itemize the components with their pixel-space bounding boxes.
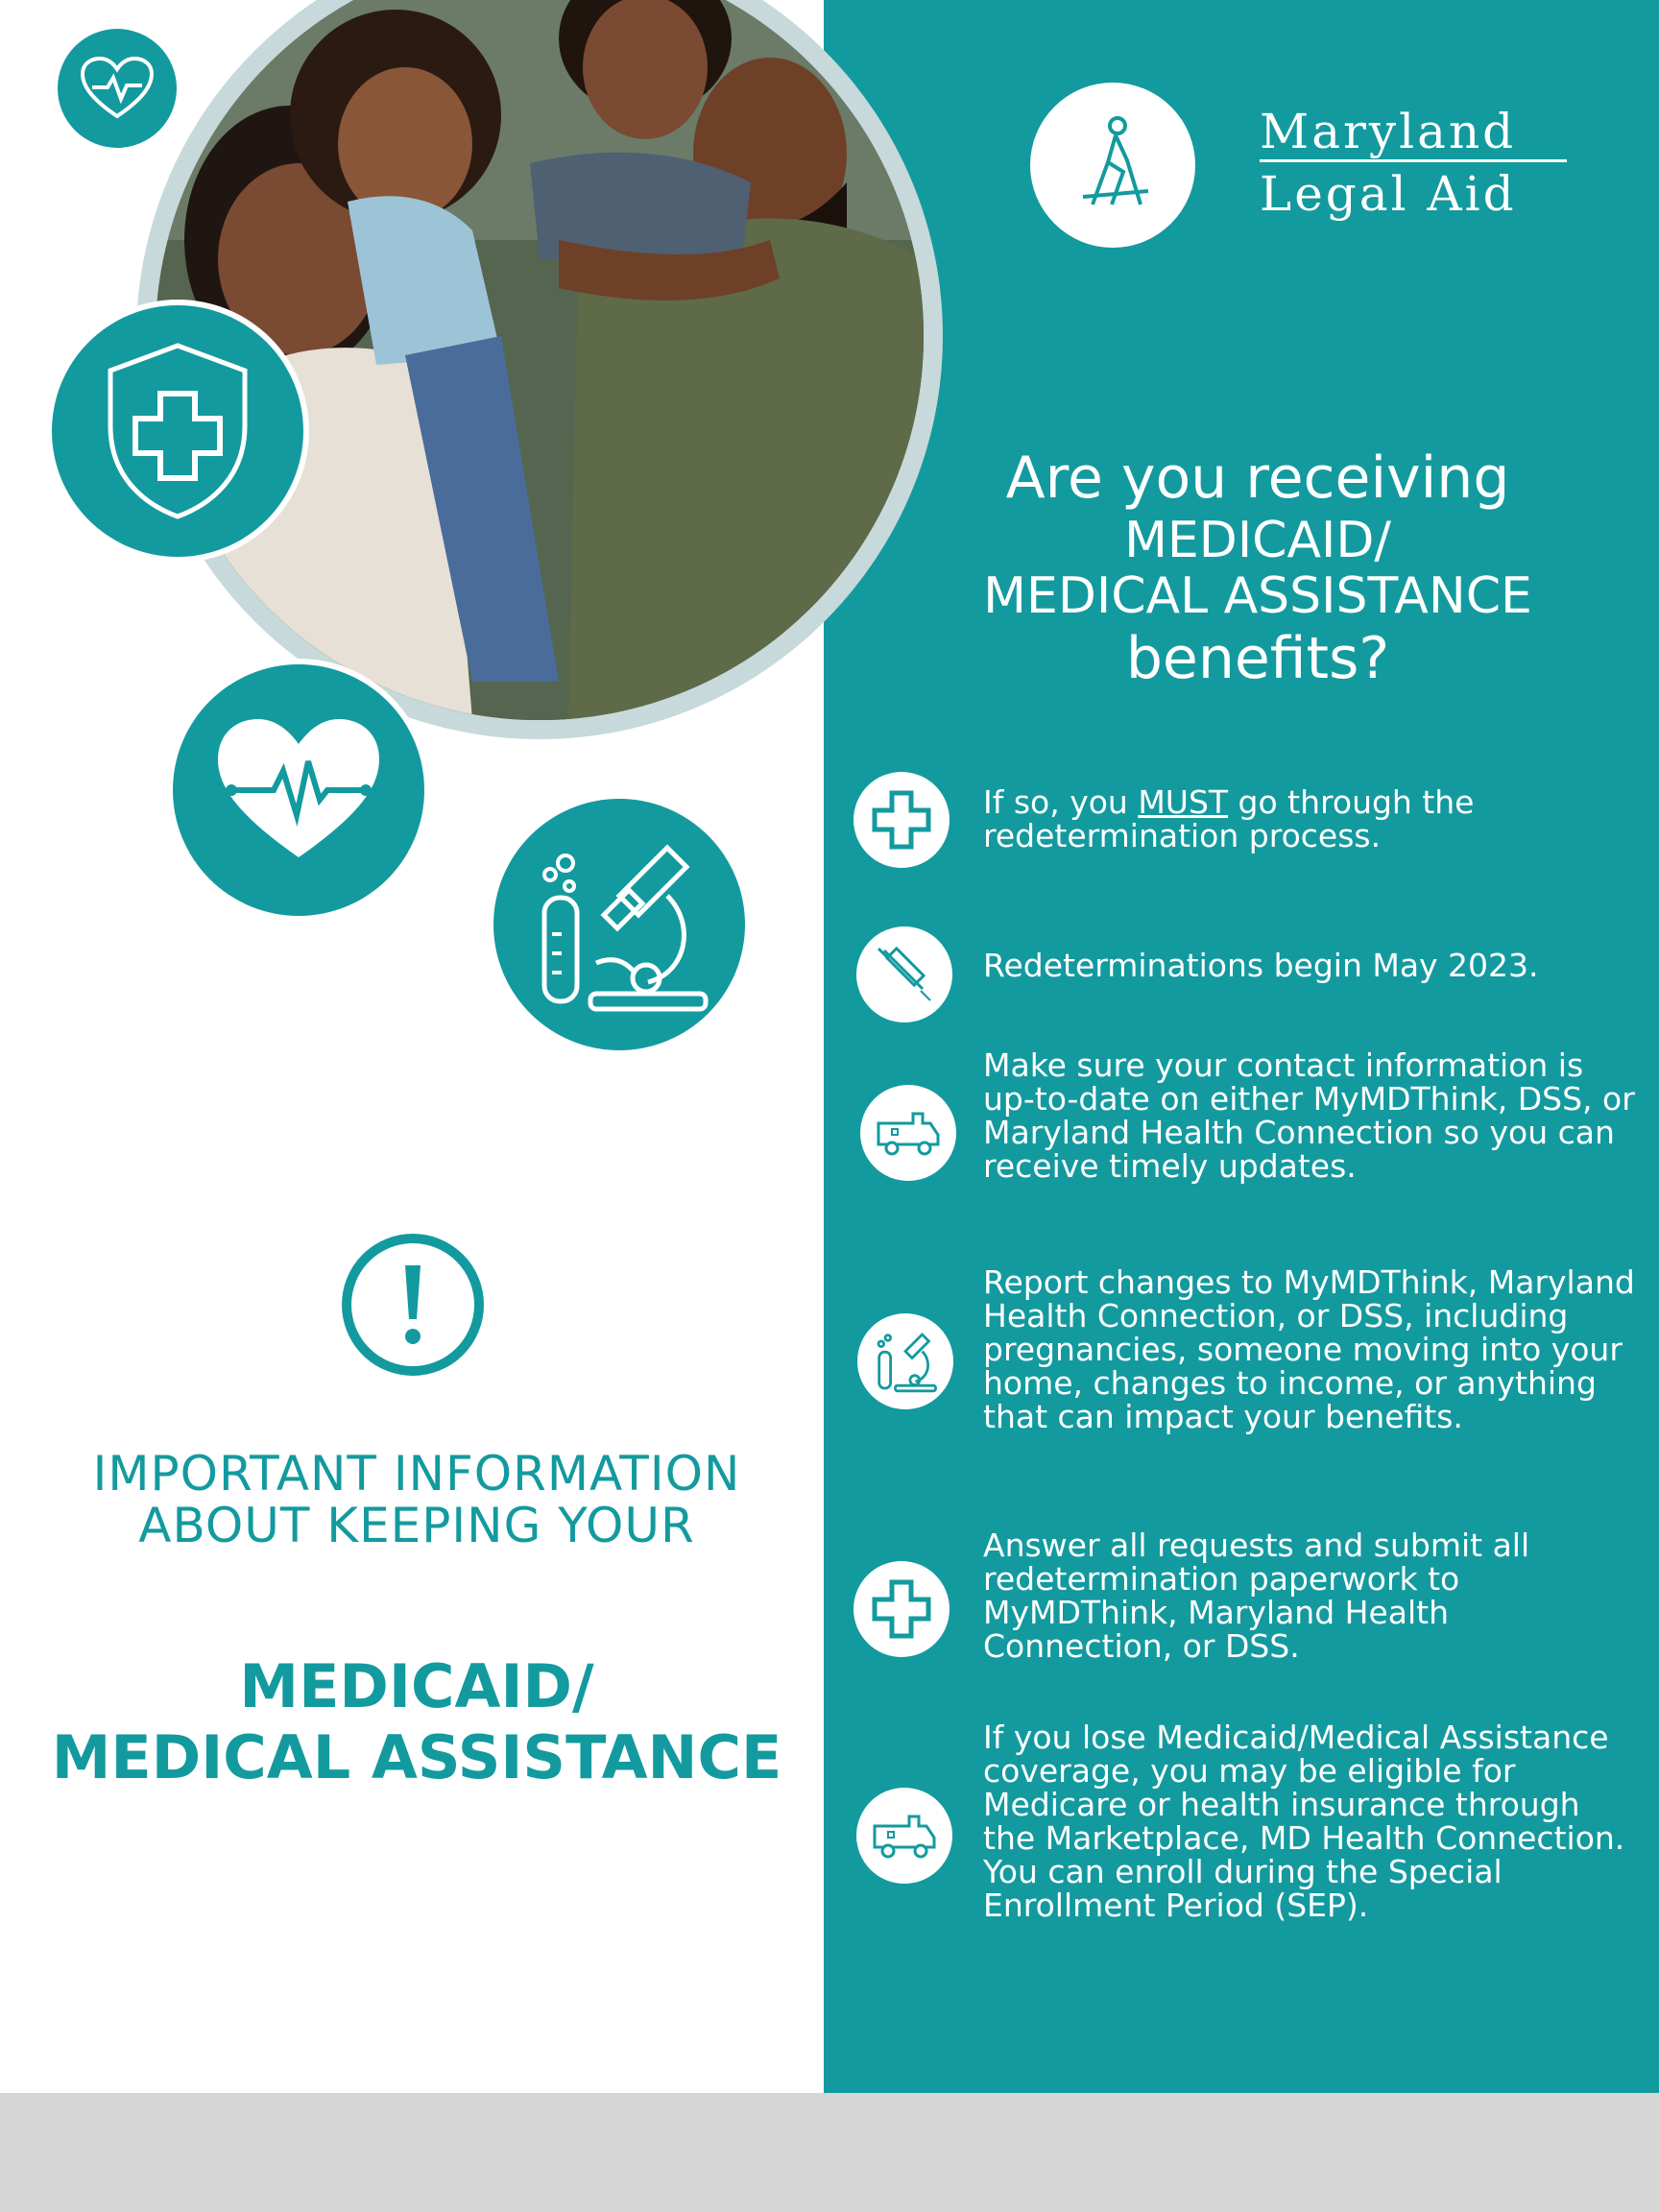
logo-mark [1030, 83, 1195, 248]
headline-line-1: Are you receiving [1005, 445, 1510, 512]
medical-cross-icon [854, 1561, 950, 1657]
headline-line-4: benefits? [1125, 625, 1390, 692]
medicaid-title [29, 1651, 805, 1793]
medical-cross-icon [854, 772, 950, 868]
shield-cross-icon [52, 305, 303, 557]
heart-beat-icon [173, 664, 424, 916]
bullet-3-text: Make sure your contact information is up-to-date on either MyMDThink, DSS, or Maryland Health Connection so you can receive timely updates. [983, 1046, 1635, 1185]
syringe-icon [856, 926, 952, 1022]
headline-line-3: MEDICAL ASSISTANCE [983, 567, 1532, 625]
medicaid-line-2: MEDICAL ASSISTANCE [51, 1722, 782, 1792]
footer-bar [0, 2093, 1659, 2212]
bullet-4-text: Report changes to MyMDThink, Maryland Health Connection, or DSS, including pregnancies, someone moving into your home, changes to income, or anything that can impact your benefits. [983, 1263, 1635, 1435]
important-line-2: ABOUT KEEPING YOUR [138, 1498, 695, 1553]
headline [902, 444, 1613, 693]
lab-microscope-icon [493, 799, 745, 1050]
bullet-2-text: Redeterminations begin May 2023. [983, 947, 1539, 984]
heart-pulse-icon [58, 29, 177, 148]
microscope-icon [857, 1313, 953, 1409]
headline-line-2: MEDICAID/ [1124, 512, 1391, 569]
bullet-1-pre: If so, you [983, 783, 1139, 821]
ambulance-icon [860, 1085, 956, 1181]
bullet-1-text [983, 785, 1636, 853]
bullet-5-text: Answer all requests and submit all redetermination paperwork to MyMDThink, Maryland Health Connection, or DSS. [983, 1527, 1530, 1665]
ambulance-icon [856, 1788, 952, 1884]
bullet-1-emphasis: MUST [1138, 783, 1229, 821]
bullet-1-post: go through the redetermination process. [983, 783, 1475, 854]
logo-wordmark [1260, 104, 1567, 222]
logo-line-1: Maryland [1260, 104, 1517, 159]
logo-line-2: Legal Aid [1260, 159, 1567, 222]
exclamation-icon [342, 1234, 484, 1376]
important-line-1: IMPORTANT INFORMATION [92, 1446, 741, 1502]
important-info-title [29, 1448, 805, 1551]
bullet-6-text: If you lose Medicaid/Medical Assistance coverage, you may be eligible for Medicare or health insurance through the Marketplace, MD Health Connection. You can enroll during the Special Enrollment Period (SEP). [983, 1719, 1625, 1924]
medicaid-line-1: MEDICAID/ [239, 1651, 594, 1721]
